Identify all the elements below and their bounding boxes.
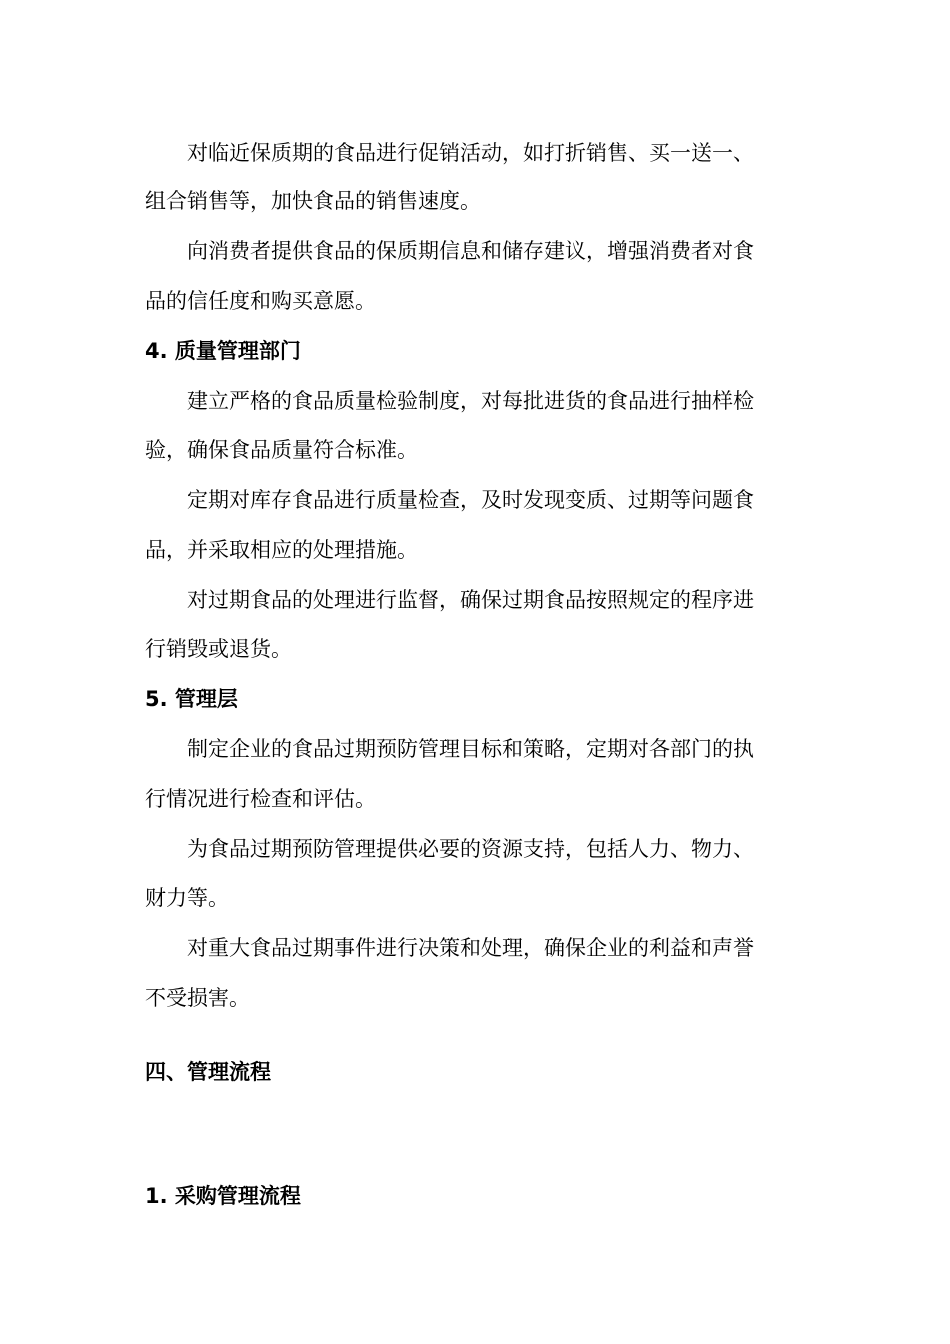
- paragraph-line: 为食品过期预防管理提供必要的资源支持，包括人力、物力、: [187, 837, 754, 861]
- paragraph-line: 品，并采取相应的处理措施。: [145, 538, 418, 562]
- paragraph-line: 对临近保质期的食品进行促销活动，如打折销售、买一送一、: [187, 141, 754, 165]
- chapter-heading: 四、管理流程: [145, 1060, 271, 1084]
- paragraph-line: 对过期食品的处理进行监督，确保过期食品按照规定的程序进: [187, 588, 754, 612]
- section-heading: 1. 采购管理流程: [145, 1184, 301, 1208]
- paragraph-line: 财力等。: [145, 886, 229, 910]
- paragraph-line: 建立严格的食品质量检验制度，对每批进货的食品进行抽样检: [187, 389, 754, 413]
- paragraph-line: 定期对库存食品进行质量检查，及时发现变质、过期等问题食: [187, 488, 754, 512]
- paragraph-line: 验，确保食品质量符合标准。: [145, 438, 418, 462]
- paragraph-line: 组合销售等，加快食品的销售速度。: [145, 189, 481, 213]
- paragraph-line: 品的信任度和购买意愿。: [145, 289, 376, 313]
- section-heading: 5. 管理层: [145, 687, 238, 711]
- paragraph-line: 行销毁或退货。: [145, 637, 292, 661]
- paragraph-line: 不受损害。: [145, 986, 250, 1010]
- paragraph-line: 对重大食品过期事件进行决策和处理，确保企业的利益和声誉: [187, 936, 754, 960]
- section-heading: 4. 质量管理部门: [145, 339, 301, 363]
- paragraph-line: 制定企业的食品过期预防管理目标和策略，定期对各部门的执: [187, 737, 754, 761]
- paragraph-line: 行情况进行检查和评估。: [145, 787, 376, 811]
- paragraph-line: 向消费者提供食品的保质期信息和储存建议，增强消费者对食: [187, 239, 754, 263]
